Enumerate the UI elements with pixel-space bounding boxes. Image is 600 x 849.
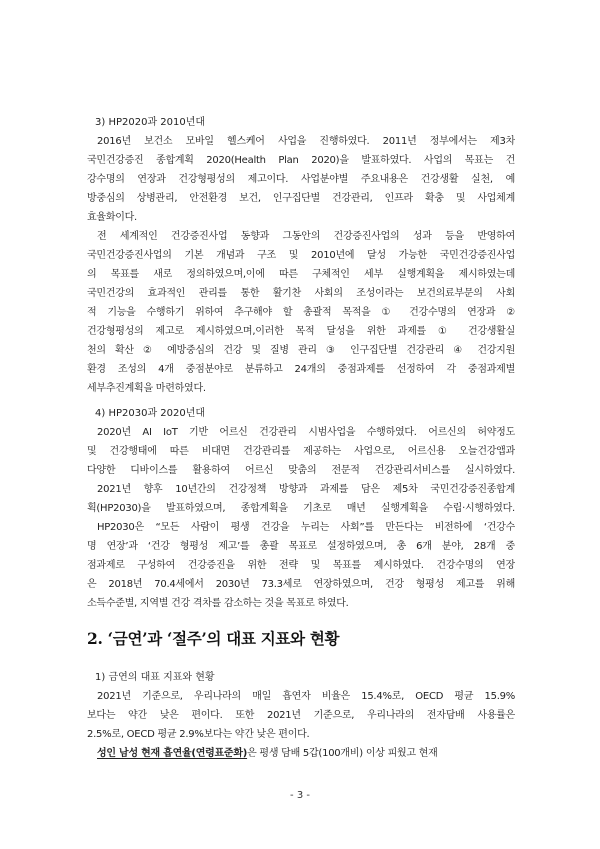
paragraph-line: 환경 조성의 4개 중점분야로 분류하고 24개의 중점과제를 선정하여 각 중점과제별 [87, 364, 515, 375]
section-smoking-indicators [87, 668, 515, 763]
paragraph-line: 점과제로 구성하여 건강증진을 위한 전략 및 목표를 제시하였다. 건강수명의 연장 [87, 560, 515, 571]
paragraph-line: 강수명의 연장과 건강형평성의 제고이다. 사업분야별 주요내용은 건강생활 실천, 예 [87, 174, 515, 185]
paragraph-line: 다양한 디바이스를 활용하여 어르신 맞춤의 전문적 건강관리서비스를 실시하였다. [87, 465, 515, 476]
paragraph-line: 은 2018년 70.4세에서 2030년 73.3세로 연장하였으며, 건강 형평성 제고를 위해 [87, 579, 515, 590]
paragraph-line: 국민건강증진 종합계획 2020(Health Plan 2020)을 발표하였다. 사업의 목표는 건 [87, 155, 515, 166]
section-heading: 1) 금연의 대표 지표와 현황 [95, 672, 215, 683]
paragraph-line: 천의 확산 ② 예방중심의 건강 및 질병 관리 ③ 인구집단별 건강관리 ④ 건강지원 [87, 345, 515, 356]
paragraph-line: 소득수준별, 지역별 건강 격차를 감소하는 것을 목표로 하였다. [87, 598, 349, 609]
paragraph-line: 건강형평성의 제고로 제시하였으며,이러한 목적 달성을 위한 과제를 ① 건강생활실 [87, 326, 515, 337]
paragraph-line: 방중심의 상병관리, 안전환경 보건, 인구집단별 건강관리, 인프라 확충 및 사업체계 [87, 193, 515, 204]
paragraph-line: 적 기능을 수행하기 위하여 추구해야 할 총괄적 목적을 ① 건강수명의 연장과 ② [87, 307, 515, 318]
section-hp2030 [87, 404, 515, 613]
paragraph-line: HP2030은 “모든 사람이 평생 건강을 누리는 사회”를 만든다는 비전하에 ‘건강수 [97, 522, 515, 533]
paragraph-line: 세부추진계획을 마련하였다. [87, 383, 206, 394]
page-number: - 3 - [290, 790, 310, 801]
paragraph-line: 전 세계적인 건강증진사업 동향과 그동안의 건강증진사업의 성과 등을 반영하여 [97, 231, 515, 242]
paragraph-line: 2021년 향후 10년간의 건강정책 방향과 과제를 담은 제5차 국민건강증진종합계 [97, 484, 515, 495]
chapter-title: 2. ‘금연’과 ‘절주’의 대표 지표와 현황 [87, 629, 340, 648]
section-heading: 3) HP2020과 2010년대 [95, 117, 206, 128]
paragraph-line: 의 목표를 새로 정의하였으며,이에 따른 구체적인 세부 실행계획을 제시하였는데 [87, 269, 515, 280]
paragraph-line: 국민건강증진사업의 기본 개념과 구조 및 2010년에 달성 가능한 국민건강증진사업 [87, 250, 515, 261]
paragraph-line: 보다는 약간 낮은 편이다. 또한 2021년 기준으로, 우리나라의 전자담배 사용률은 [87, 710, 515, 721]
paragraph-line: 2020년 AI IoT 기반 어르신 건강관리 시범사업을 수행하였다. 어르신의 허약정도 [97, 427, 515, 438]
paragraph-line: 2016년 보건소 모바일 헬스케어 사업을 진행하였다. 2011년 정부에서는 제3차 [97, 136, 515, 147]
paragraph-line: 2.5%로, OECD 평균 2.9%보다는 약간 낮은 편이다. [87, 729, 310, 740]
paragraph-line: 명 연장’과 ‘건강 형평성 제고’를 총괄 목표로 설정하였으며, 총 6개 분야, 28개 중 [87, 541, 515, 552]
paragraph-text: 은 평생 담배 5갑(100개비) 이상 피웠고 현재 [247, 748, 438, 759]
paragraph-line: 국민건강의 효과적인 관리를 통한 활기찬 사회의 조성이라는 보건의료부문의 사회 [87, 288, 515, 299]
paragraph-line: 획(HP2030)을 발표하였으며, 종합계획을 기초로 매년 실행계획을 수립·시행하였다. [87, 503, 515, 514]
highlight-term: 성인 남성 현재 흡연율(연령표준화) [97, 748, 248, 759]
paragraph-line: 효율화이다. [87, 212, 137, 223]
section-hp2020 [87, 113, 515, 398]
paragraph-line: 및 건강행태에 따른 비대면 건강관리를 제공하는 사업으로, 어르신용 오늘건강앱과 [87, 446, 515, 457]
paragraph-line: 2021년 기준으로, 우리나라의 매일 흡연자 비율은 15.4%로, OECD 평균 15.9% [97, 691, 515, 702]
paragraph-line [87, 744, 515, 763]
section-heading: 4) HP2030과 2020년대 [95, 408, 206, 419]
